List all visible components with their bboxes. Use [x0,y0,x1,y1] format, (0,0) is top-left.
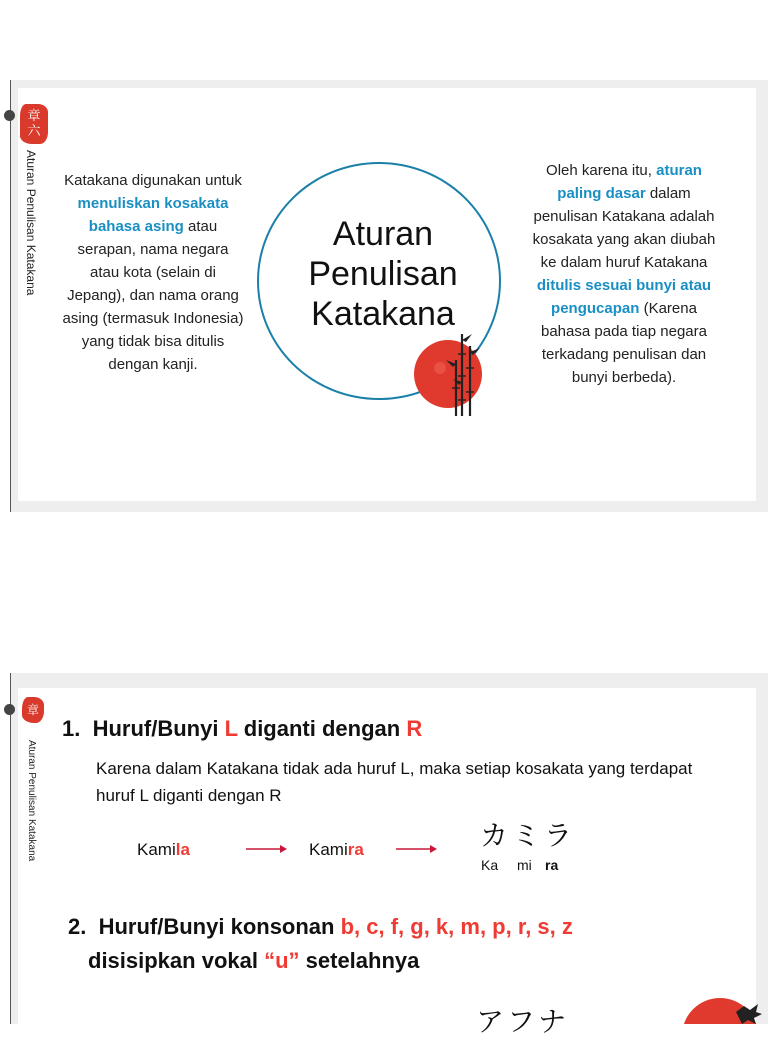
romaji-3: ra [545,857,559,873]
rule-1-heading: 1. Huruf/Bunyi L diganti dengan R [62,716,423,741]
katakana-bottom: アフナ [476,1005,570,1038]
example-word-converted: Kamira [309,840,364,859]
slide-2-pin [4,704,15,715]
rule-1-description: Karena dalam Katakana tidak ada huruf L, maka setiap kosakata yang terdapat huruf L diganti dengan R [96,759,693,805]
arrow-icon [246,843,288,855]
example-word-original: Kamila [137,840,190,859]
page-title: Aturan Penulisan Katakana [308,215,458,333]
red-sun-bamboo-icon [410,330,490,420]
side-label-2: Aturan Penulisan Katakana [26,740,37,862]
red-sun-bamboo-icon-2 [668,996,768,1024]
slide-2-spine [10,673,11,1024]
right-description: Oleh karena itu, aturan paling dasar dalam penulisan Katakana adalah kosakata yang akan diubah ke dalam huruf Katakana ditulis sesuai bunyi atau pengucapan (Karena bahasa pada tiap negara terkadang penulisan dan bunyi berbeda). [532,162,716,386]
left-description: Katakana digunakan untuk menuliskan kosakata bahasa asing atau serapan, nama negara atau kota (selain di Jepang), dan nama orang asing (termasuk Indonesia) yang tidak bisa ditulis dengan kanji. [62,172,244,373]
romaji-2: mi [517,857,532,873]
rule-2-heading: 2. Huruf/Bunyi konsonan b, c, f, g, k, m, p, r, s, z disisipkan vokal “u” setelahnya [68,914,573,973]
side-label: Aturan Penulisan Katakana [24,150,38,296]
example-katakana: カミラ [480,819,577,852]
arrow-icon-2 [396,843,438,855]
chapter-seal-icon-2: 章 [22,697,44,723]
chapter-seal-icon: 章 六 [20,104,48,144]
slide-1-spine [10,80,11,512]
slide-1-pin [4,110,15,121]
romaji-1: Ka [481,857,499,873]
